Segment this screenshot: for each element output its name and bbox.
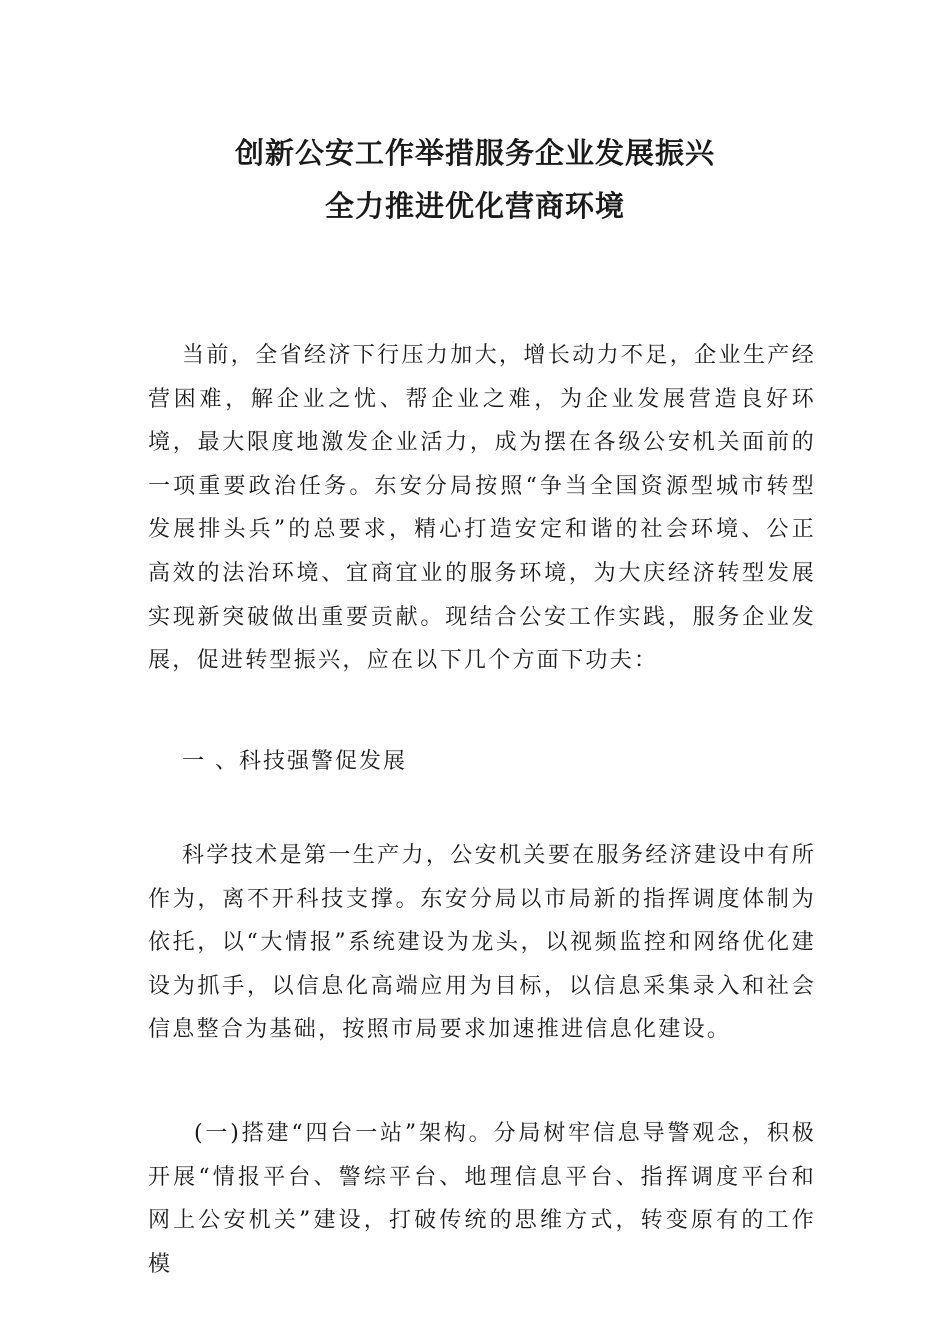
body-paragraph: 科学技术是第一生产力，公安机关要在服务经济建设中有所作为，离不开科技支撑。东安分局以市局新的指挥调度体制为依托，以“大情报”系统建设为龙头，以视频监控和网络优化建设为抓手，以信息化高端应用为目标，以信息采集录入和社会信息整合为基础，按照市局要求加速推进信息化建设。 [148,843,816,1043]
document-title-line-1: 创新公安工作举措服务企业发展振兴 [234,136,715,170]
intro-paragraph: 当前，全省经济下行压力加大，增长动力不足，企业生产经营困难，解企业之忧、帮企业之难，为企业发展营造良好环境，最大限度地激发企业活力，成为摆在各级公安机关面前的一项重要政治任务。东安分局按照“争当全国资源型城市转型发展排头兵”的总要求，精心打造安定和谐的社会环境、公正高效的法治环境、宜商宜业的服务环境，为大庆经济转型发展实现新突破做出重要贡献。现结合公安工作实践，服务企业发展，促进转型振兴，应在以下几个方面下功夫： [148,343,816,674]
document-title-line-2: 全力推进优化营商环境 [324,189,625,223]
section-heading: 一 、科技强警促发展 [182,749,407,774]
subsection-paragraph: (一)搭建“四台一站”架构。分局树牢信息导警观念，积极开展“情报平台、警综平台、地理信息平台、指挥调度平台和网上公安机关”建设，打破传统的思维方式，转变原有的工作模 [148,1121,816,1277]
